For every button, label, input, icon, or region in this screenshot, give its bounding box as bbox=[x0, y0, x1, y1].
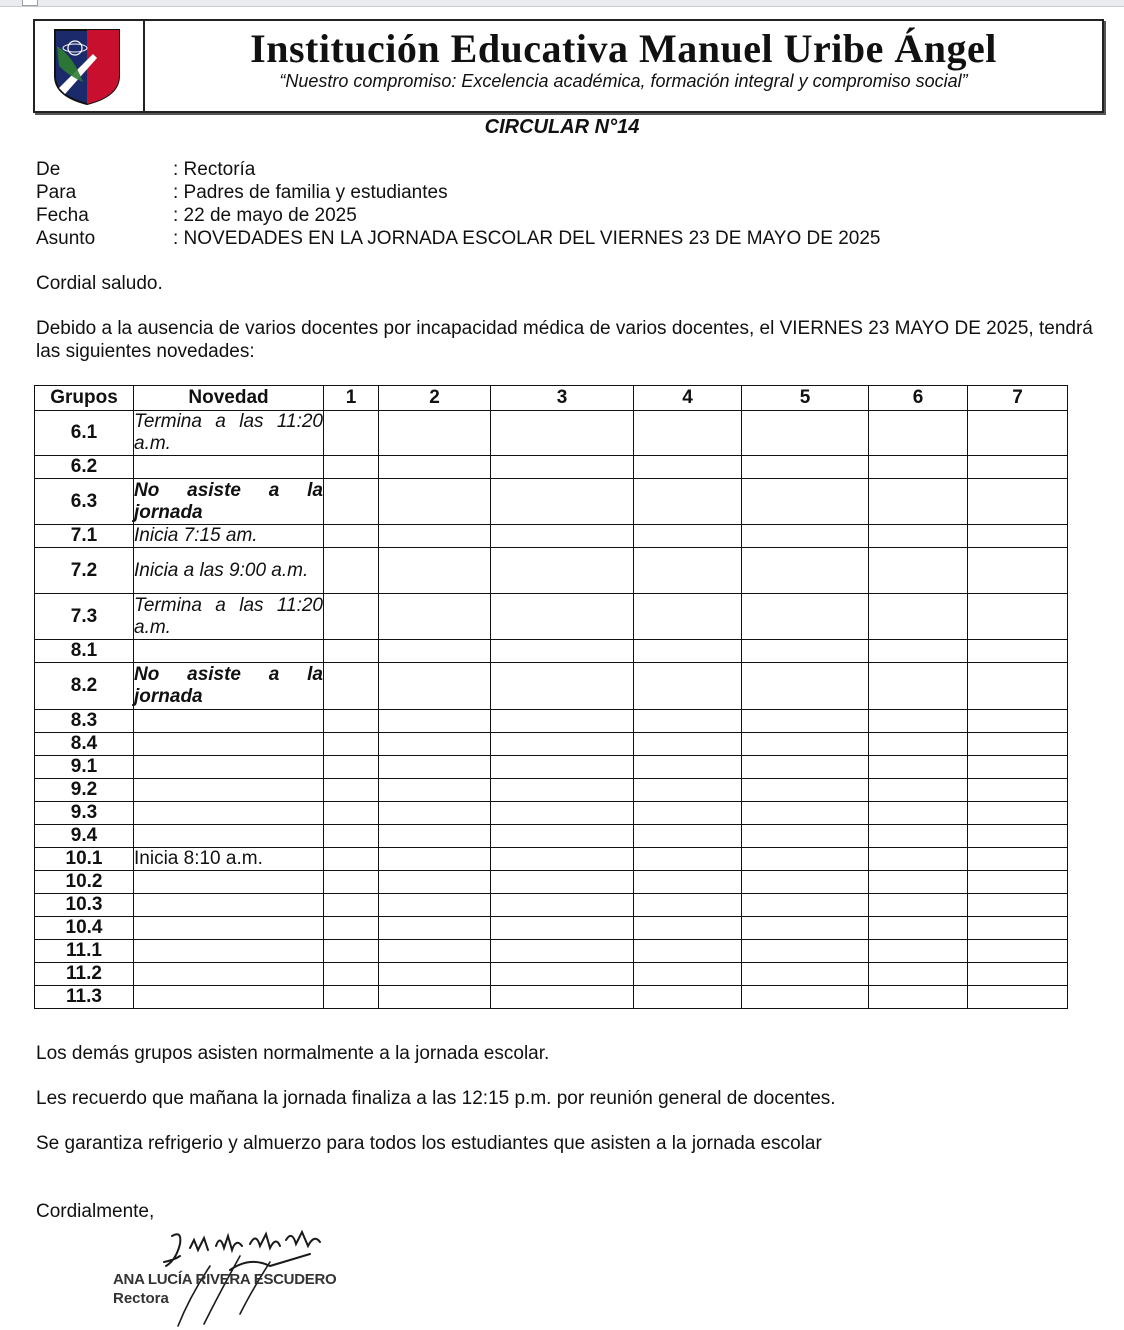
period-cell bbox=[968, 594, 1068, 640]
novelty-cell: Termina a las 11:20 a.m. bbox=[134, 411, 323, 454]
logo-cell bbox=[35, 21, 145, 111]
period-cell bbox=[324, 756, 379, 779]
table-row bbox=[35, 894, 1068, 917]
period-cell bbox=[968, 756, 1068, 779]
meta-row-to bbox=[36, 181, 880, 204]
note-reminder: Les recuerdo que mañana la jornada finaliza a las 12:15 p.m. por reunión general de docentes. bbox=[36, 1088, 836, 1109]
column-header: 4 bbox=[634, 386, 742, 411]
meta-row-date bbox=[36, 204, 880, 227]
meta-row-subject bbox=[36, 227, 880, 250]
novelty-cell: Inicia 7:15 am. bbox=[134, 525, 324, 548]
period-cell bbox=[379, 411, 491, 456]
novelty-cell bbox=[134, 917, 324, 940]
period-cell bbox=[968, 663, 1068, 710]
period-cell bbox=[742, 802, 869, 825]
table-row bbox=[35, 756, 1068, 779]
period-cell bbox=[634, 411, 742, 456]
column-header: 5 bbox=[742, 386, 869, 411]
period-cell bbox=[379, 894, 491, 917]
period-cell bbox=[869, 663, 968, 710]
period-cell bbox=[491, 940, 634, 963]
table-row bbox=[35, 479, 1068, 525]
period-cell bbox=[968, 917, 1068, 940]
meta-label: Fecha bbox=[36, 205, 89, 226]
period-cell bbox=[491, 525, 634, 548]
school-shield-logo bbox=[53, 26, 121, 106]
period-cell bbox=[742, 411, 869, 456]
group-cell: 11.2 bbox=[35, 963, 134, 986]
period-cell bbox=[634, 871, 742, 894]
note-other-groups: Los demás grupos asisten normalmente a la jornada escolar. bbox=[36, 1043, 550, 1064]
table-row bbox=[35, 548, 1068, 594]
period-cell bbox=[491, 640, 634, 663]
period-cell bbox=[869, 779, 968, 802]
novelty-cell bbox=[134, 825, 324, 848]
period-cell bbox=[379, 963, 491, 986]
group-cell: 7.1 bbox=[35, 525, 134, 548]
table-row bbox=[35, 917, 1068, 940]
period-cell bbox=[379, 548, 491, 594]
period-cell bbox=[324, 848, 379, 871]
period-cell bbox=[634, 548, 742, 594]
period-cell bbox=[869, 917, 968, 940]
period-cell bbox=[742, 963, 869, 986]
period-cell bbox=[379, 825, 491, 848]
table-row bbox=[35, 871, 1068, 894]
novelty-cell: No asiste a la jornada bbox=[134, 663, 324, 710]
period-cell bbox=[869, 525, 968, 548]
table-row bbox=[35, 594, 1068, 640]
meta-label: Para bbox=[36, 182, 77, 203]
period-cell bbox=[491, 917, 634, 940]
group-cell: 11.3 bbox=[35, 986, 134, 1009]
period-cell bbox=[379, 848, 491, 871]
novelty-cell bbox=[134, 963, 324, 986]
period-cell bbox=[491, 779, 634, 802]
group-cell: 7.3 bbox=[35, 594, 134, 640]
period-cell bbox=[968, 548, 1068, 594]
period-cell bbox=[491, 963, 634, 986]
period-cell bbox=[869, 894, 968, 917]
period-cell bbox=[869, 802, 968, 825]
period-cell bbox=[324, 871, 379, 894]
period-cell bbox=[634, 525, 742, 548]
period-cell bbox=[379, 456, 491, 479]
greeting: Cordial saludo. bbox=[36, 273, 163, 294]
column-header: 3 bbox=[491, 386, 634, 411]
novelty-cell: Termina a las 11:20 a.m. bbox=[134, 594, 323, 638]
period-cell bbox=[491, 894, 634, 917]
table-row bbox=[35, 456, 1068, 479]
group-cell: 8.1 bbox=[35, 640, 134, 663]
period-cell bbox=[742, 663, 869, 710]
table-row bbox=[35, 640, 1068, 663]
period-cell bbox=[869, 848, 968, 871]
institution-motto: “Nuestro compromiso: Excelencia académica, formación integral y compromiso social” bbox=[279, 71, 968, 91]
period-cell bbox=[379, 594, 491, 640]
period-cell bbox=[491, 479, 634, 525]
novelty-cell bbox=[134, 986, 324, 1009]
period-cell bbox=[869, 411, 968, 456]
period-cell bbox=[968, 525, 1068, 548]
period-cell bbox=[634, 479, 742, 525]
intro-paragraph: Debido a la ausencia de varios docentes por incapacidad médica de varios docentes, el VIERNES 23 MAYO DE 2025, tendrá las siguientes novedades: bbox=[36, 318, 1093, 362]
table-row bbox=[35, 825, 1068, 848]
period-cell bbox=[968, 848, 1068, 871]
period-cell bbox=[324, 779, 379, 802]
period-cell bbox=[742, 871, 869, 894]
novelty-cell bbox=[134, 733, 324, 756]
group-cell: 9.2 bbox=[35, 779, 134, 802]
letterhead-title-cell bbox=[145, 21, 1102, 111]
period-cell bbox=[968, 479, 1068, 525]
table-row bbox=[35, 733, 1068, 756]
novelty-cell: No asiste a la jornada bbox=[134, 479, 323, 523]
novelties-table bbox=[34, 385, 1068, 1009]
signatory-role: Rectora bbox=[113, 1290, 169, 1307]
table-row bbox=[35, 525, 1068, 548]
period-cell bbox=[491, 848, 634, 871]
period-cell bbox=[869, 594, 968, 640]
period-cell bbox=[379, 940, 491, 963]
period-cell bbox=[742, 779, 869, 802]
period-cell bbox=[491, 710, 634, 733]
novelty-cell bbox=[134, 779, 324, 802]
period-cell bbox=[742, 825, 869, 848]
period-cell bbox=[634, 917, 742, 940]
period-cell bbox=[491, 456, 634, 479]
period-cell bbox=[491, 548, 634, 594]
closing: Cordialmente, bbox=[36, 1201, 155, 1222]
period-cell bbox=[968, 894, 1068, 917]
column-header: 7 bbox=[968, 386, 1068, 411]
table-row bbox=[35, 411, 1068, 456]
period-cell bbox=[968, 640, 1068, 663]
period-cell bbox=[379, 525, 491, 548]
period-cell bbox=[491, 411, 634, 456]
period-cell bbox=[742, 733, 869, 756]
period-cell bbox=[324, 733, 379, 756]
period-cell bbox=[491, 756, 634, 779]
period-cell bbox=[869, 456, 968, 479]
column-header: 1 bbox=[324, 386, 379, 411]
period-cell bbox=[968, 871, 1068, 894]
period-cell bbox=[634, 963, 742, 986]
period-cell bbox=[324, 963, 379, 986]
meta-label: Asunto bbox=[36, 228, 96, 249]
group-cell: 7.2 bbox=[35, 548, 134, 594]
period-cell bbox=[324, 825, 379, 848]
period-cell bbox=[324, 594, 379, 640]
period-cell bbox=[968, 963, 1068, 986]
group-cell: 8.2 bbox=[35, 663, 134, 710]
period-cell bbox=[742, 710, 869, 733]
period-cell bbox=[869, 733, 968, 756]
table-row bbox=[35, 710, 1068, 733]
period-cell bbox=[324, 640, 379, 663]
period-cell bbox=[968, 710, 1068, 733]
period-cell bbox=[324, 986, 379, 1009]
memo-meta bbox=[36, 158, 880, 250]
novelty-cell bbox=[134, 871, 324, 894]
period-cell bbox=[324, 894, 379, 917]
period-cell bbox=[379, 640, 491, 663]
group-cell: 9.4 bbox=[35, 825, 134, 848]
period-cell bbox=[742, 525, 869, 548]
novelty-cell: Inicia 8:10 a.m. bbox=[134, 848, 324, 871]
period-cell bbox=[869, 756, 968, 779]
table-row bbox=[35, 779, 1068, 802]
period-cell bbox=[491, 733, 634, 756]
table-header-row bbox=[35, 386, 1068, 411]
period-cell bbox=[634, 894, 742, 917]
period-cell bbox=[491, 594, 634, 640]
period-cell bbox=[379, 917, 491, 940]
period-cell bbox=[634, 594, 742, 640]
period-cell bbox=[869, 871, 968, 894]
novelty-cell: Inicia a las 9:00 a.m. bbox=[134, 548, 324, 594]
period-cell bbox=[634, 825, 742, 848]
group-cell: 10.3 bbox=[35, 894, 134, 917]
period-cell bbox=[634, 710, 742, 733]
period-cell bbox=[379, 710, 491, 733]
period-cell bbox=[742, 917, 869, 940]
novelty-cell bbox=[134, 802, 324, 825]
table-row bbox=[35, 986, 1068, 1009]
meta-value: : Padres de familia y estudiantes bbox=[173, 182, 448, 203]
group-cell: 10.2 bbox=[35, 871, 134, 894]
period-cell bbox=[634, 733, 742, 756]
group-cell: 11.1 bbox=[35, 940, 134, 963]
institution-name: Institución Educativa Manuel Uribe Ángel bbox=[250, 26, 997, 71]
period-cell bbox=[968, 825, 1068, 848]
period-cell bbox=[869, 548, 968, 594]
period-cell bbox=[968, 940, 1068, 963]
period-cell bbox=[968, 986, 1068, 1009]
period-cell bbox=[491, 802, 634, 825]
table-row bbox=[35, 963, 1068, 986]
table-row bbox=[35, 802, 1068, 825]
period-cell bbox=[324, 663, 379, 710]
period-cell bbox=[742, 479, 869, 525]
period-cell bbox=[869, 986, 968, 1009]
novelty-cell bbox=[134, 456, 324, 479]
period-cell bbox=[634, 802, 742, 825]
period-cell bbox=[379, 802, 491, 825]
table-row bbox=[35, 848, 1068, 871]
period-cell bbox=[869, 710, 968, 733]
novelty-cell bbox=[134, 894, 324, 917]
novelty-cell bbox=[134, 710, 324, 733]
novelty-cell bbox=[134, 756, 324, 779]
period-cell bbox=[634, 640, 742, 663]
novelty-cell bbox=[134, 940, 324, 963]
period-cell bbox=[324, 917, 379, 940]
window-corner-tab bbox=[22, 0, 38, 6]
period-cell bbox=[324, 940, 379, 963]
group-cell: 10.4 bbox=[35, 917, 134, 940]
period-cell bbox=[742, 594, 869, 640]
period-cell bbox=[634, 848, 742, 871]
period-cell bbox=[379, 733, 491, 756]
table-row bbox=[35, 663, 1068, 710]
period-cell bbox=[634, 940, 742, 963]
period-cell bbox=[869, 940, 968, 963]
column-header: Novedad bbox=[134, 386, 324, 411]
table-row bbox=[35, 940, 1068, 963]
period-cell bbox=[742, 986, 869, 1009]
period-cell bbox=[634, 663, 742, 710]
period-cell bbox=[869, 963, 968, 986]
column-header: 2 bbox=[379, 386, 491, 411]
period-cell bbox=[968, 456, 1068, 479]
letterhead bbox=[33, 19, 1104, 113]
period-cell bbox=[324, 710, 379, 733]
group-cell: 8.4 bbox=[35, 733, 134, 756]
period-cell bbox=[742, 848, 869, 871]
period-cell bbox=[379, 756, 491, 779]
period-cell bbox=[742, 940, 869, 963]
period-cell bbox=[634, 779, 742, 802]
period-cell bbox=[742, 548, 869, 594]
group-cell: 10.1 bbox=[35, 848, 134, 871]
period-cell bbox=[379, 663, 491, 710]
period-cell bbox=[742, 756, 869, 779]
group-cell: 9.1 bbox=[35, 756, 134, 779]
period-cell bbox=[491, 825, 634, 848]
period-cell bbox=[491, 986, 634, 1009]
meta-value: : NOVEDADES EN LA JORNADA ESCOLAR DEL VIERNES 23 DE MAYO DE 2025 bbox=[173, 228, 881, 249]
group-cell: 9.3 bbox=[35, 802, 134, 825]
signatory-name: ANA LUCÍA RIVERA ESCUDERO bbox=[113, 1271, 337, 1288]
period-cell bbox=[324, 548, 379, 594]
group-cell: 8.3 bbox=[35, 710, 134, 733]
period-cell bbox=[968, 411, 1068, 456]
period-cell bbox=[869, 825, 968, 848]
period-cell bbox=[324, 411, 379, 456]
period-cell bbox=[634, 986, 742, 1009]
period-cell bbox=[968, 802, 1068, 825]
period-cell bbox=[324, 802, 379, 825]
period-cell bbox=[742, 456, 869, 479]
group-cell: 6.3 bbox=[35, 479, 134, 525]
period-cell bbox=[869, 479, 968, 525]
period-cell bbox=[379, 779, 491, 802]
period-cell bbox=[379, 986, 491, 1009]
circular-title: CIRCULAR N°14 bbox=[484, 116, 640, 138]
period-cell bbox=[869, 640, 968, 663]
period-cell bbox=[491, 663, 634, 710]
period-cell bbox=[324, 456, 379, 479]
column-header: Grupos bbox=[35, 386, 134, 411]
note-meals: Se garantiza refrigerio y almuerzo para todos los estudiantes que asisten a la jornada escolar bbox=[36, 1133, 822, 1154]
meta-value: : 22 de mayo de 2025 bbox=[173, 205, 357, 226]
meta-row-from bbox=[36, 158, 880, 181]
period-cell bbox=[742, 894, 869, 917]
period-cell bbox=[491, 871, 634, 894]
period-cell bbox=[634, 756, 742, 779]
novelty-cell bbox=[134, 640, 324, 663]
column-header: 6 bbox=[869, 386, 968, 411]
period-cell bbox=[968, 733, 1068, 756]
period-cell bbox=[324, 479, 379, 525]
meta-value: : Rectoría bbox=[173, 159, 256, 180]
period-cell bbox=[324, 525, 379, 548]
group-cell: 6.2 bbox=[35, 456, 134, 479]
period-cell bbox=[742, 640, 869, 663]
meta-label: De bbox=[36, 159, 61, 180]
group-cell: 6.1 bbox=[35, 411, 134, 456]
period-cell bbox=[634, 456, 742, 479]
period-cell bbox=[968, 779, 1068, 802]
window-top-strip bbox=[0, 0, 1124, 7]
period-cell bbox=[379, 479, 491, 525]
period-cell bbox=[379, 871, 491, 894]
